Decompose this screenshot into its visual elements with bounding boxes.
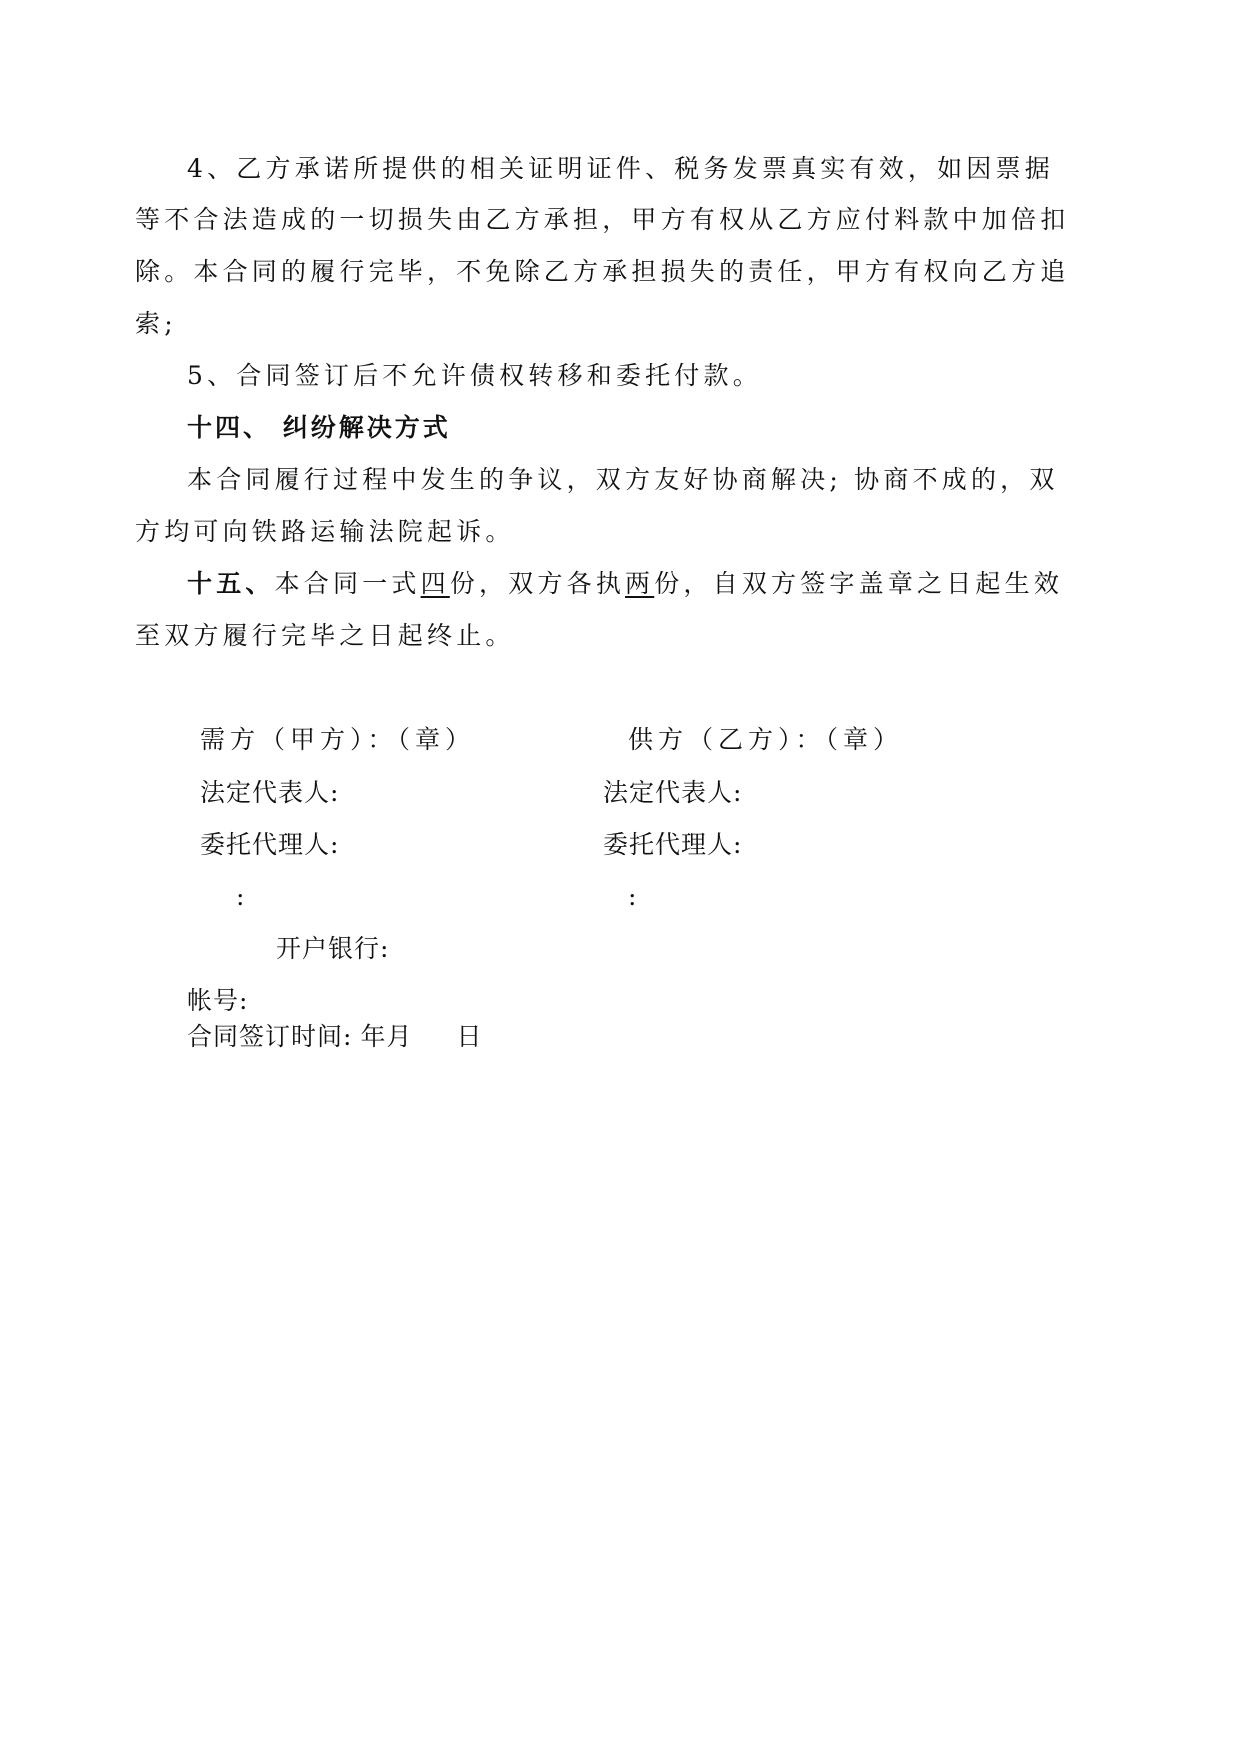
section-15-text-c: 份，自双方签字盖章之日起生效 — [654, 569, 1064, 598]
seller-party-label: 供方（乙方）：（章） — [628, 725, 904, 754]
clause-4-line-3: 除。本合同的履行完毕，不免除乙方承担损失的责任，甲方有权向乙方追 — [135, 257, 1070, 286]
clause-4-line-4: 索; — [135, 309, 177, 338]
sign-date-month: 月 — [386, 1022, 413, 1051]
buyer-blank-colon: : — [236, 882, 246, 911]
section-15-text-a: 本合同一式 — [274, 569, 421, 598]
bank-label: 开户银行: — [276, 934, 390, 963]
account-label: 帐号: — [187, 986, 249, 1015]
section-14-heading: 十四、 纠纷解决方式 — [187, 413, 451, 442]
clause-4-line-2: 等不合法造成的一切损失由乙方承担，甲方有权从乙方应付料款中加倍扣 — [135, 205, 1070, 234]
copies-each: 两 — [625, 569, 655, 598]
sign-date-label: 合同签订时间: — [187, 1022, 353, 1051]
seller-agent-label: 委托代理人: — [603, 830, 743, 859]
section-14-line-1: 本合同履行过程中发生的争议，双方友好协商解决; 协商不成的，双 — [187, 465, 1059, 494]
section-15-label: 十五、 — [187, 569, 275, 598]
section-15-text-b: 份，双方各执 — [449, 569, 626, 598]
buyer-party-label: 需方（甲方）：（章） — [200, 725, 476, 754]
section-15-line-2: 至双方履行完毕之日起终止。 — [135, 621, 515, 650]
buyer-legal-rep-label: 法定代表人: — [200, 778, 340, 807]
seller-legal-rep-label: 法定代表人: — [603, 778, 743, 807]
clause-4-line-1: 4、乙方承诺所提供的相关证明证件、税务发票真实有效，如因票据 — [187, 154, 1054, 183]
sign-date-day: 日 — [456, 1022, 483, 1051]
seller-blank-colon: : — [628, 882, 638, 911]
section-15-line-1 — [187, 569, 1063, 599]
buyer-agent-label: 委托代理人: — [200, 830, 340, 859]
section-14-line-2: 方均可向铁路运输法院起诉。 — [135, 517, 515, 546]
copies-total: 四 — [420, 569, 450, 598]
sign-date-row — [187, 1022, 482, 1052]
sign-date-year: 年 — [360, 1022, 387, 1051]
clause-5: 5、合同签订后不允许债权转移和委托付款。 — [187, 361, 762, 390]
